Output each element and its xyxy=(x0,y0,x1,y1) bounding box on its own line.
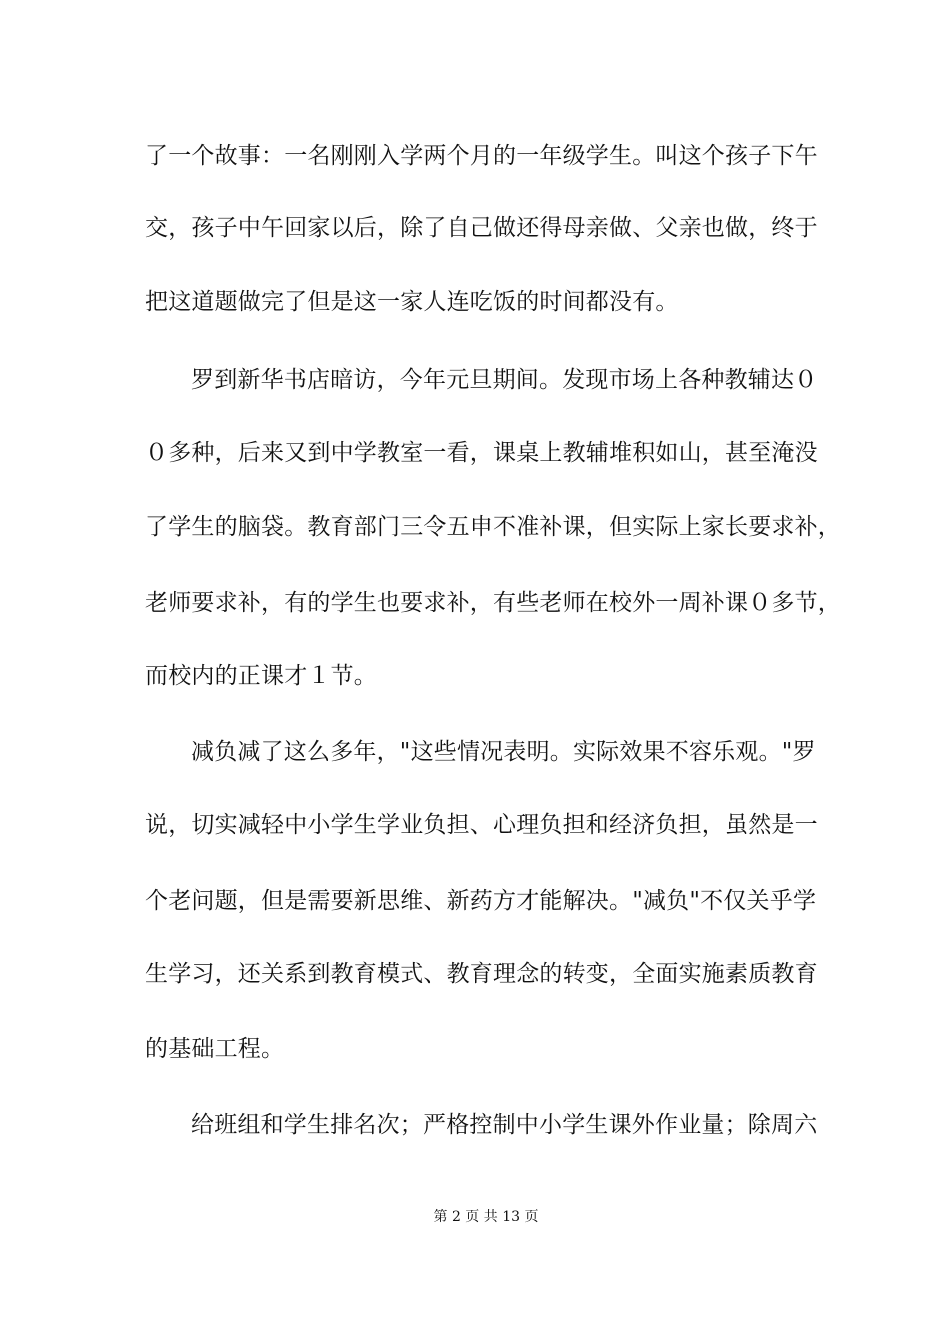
page-number-footer: 第 2 页 共 13 页 xyxy=(433,1209,539,1225)
paragraph-line: 的基础工程。 xyxy=(145,1036,285,1062)
paragraph-line: 而校内的正课才１节。 xyxy=(145,663,377,689)
paragraph-line: 生学习，还关系到教育模式、教育理念的转变，全面实施素质教育 xyxy=(145,961,818,987)
paragraph-line: 老师要求补，有的学生也要求补，有些老师在校外一周补课０多节， xyxy=(145,590,841,616)
paragraph-line: 了学生的脑袋。教育部门三令五申不准补课，但实际上家长要求补， xyxy=(145,514,841,540)
paragraph-line: 减负减了这么多年，"这些情况表明。实际效果不容乐观。"罗 xyxy=(191,739,816,765)
paragraph-line: 交，孩子中午回家以后，除了自己做还得母亲做、父亲也做，终于 xyxy=(145,215,818,241)
paragraph-line: 罗到新华书店暗访，今年元旦期间。发现市场上各种教辅达０ xyxy=(191,367,818,393)
paragraph-line: 说，切实减轻中小学生学业负担、心理负担和经济负担，虽然是一 xyxy=(145,812,818,838)
paragraph-line: 把这道题做完了但是这一家人连吃饭的时间都没有。 xyxy=(145,289,679,315)
paragraph-line: 给班组和学生排名次；严格控制中小学生课外作业量；除周六 xyxy=(191,1112,818,1138)
paragraph-line: 个老问题，但是需要新思维、新药方才能解决。"减负"不仅关乎学 xyxy=(145,888,817,914)
paragraph-line: ０多种，后来又到中学教室一看，课桌上教辅堆积如山，甚至淹没 xyxy=(145,440,818,466)
paragraph-line: 了一个故事：一名刚刚入学两个月的一年级学生。叫这个孩子下午 xyxy=(145,143,818,169)
